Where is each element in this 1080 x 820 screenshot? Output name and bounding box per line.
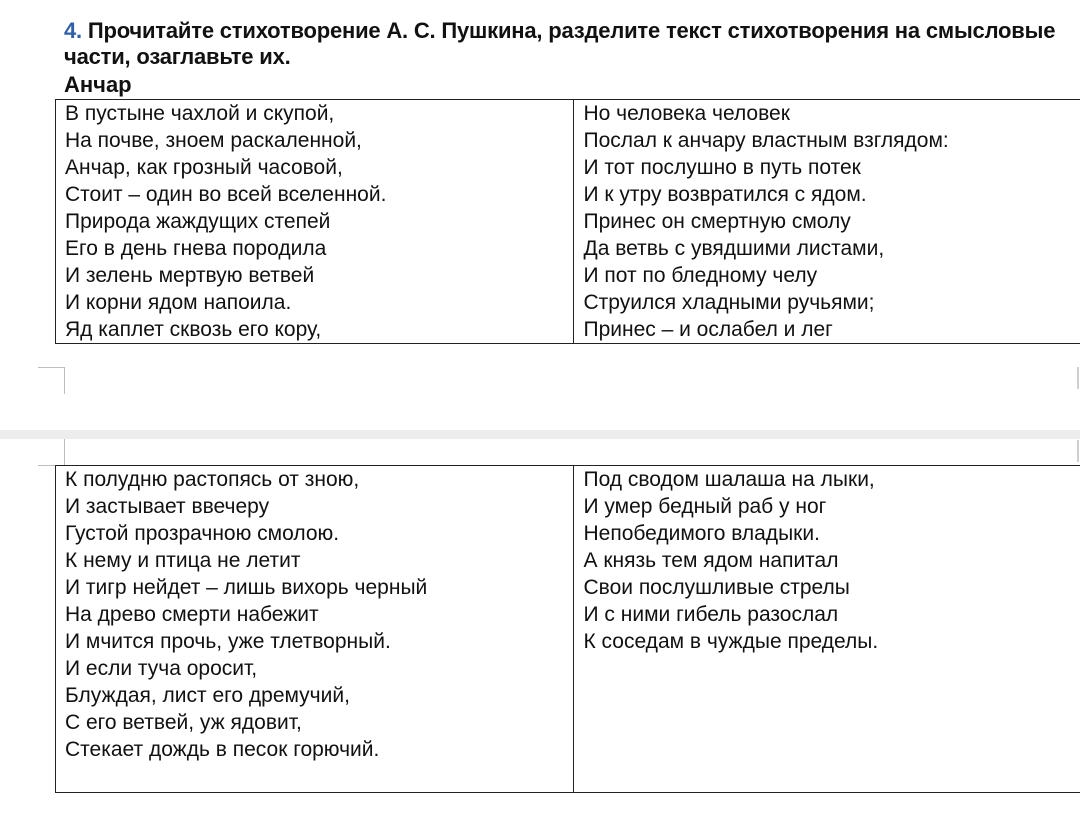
poem-line: Блуждая, лист его дремучий, bbox=[65, 684, 350, 707]
poem-line: И если туча оросит, bbox=[65, 657, 258, 680]
poem-line: Стоит – один во всей вселенной. bbox=[65, 183, 387, 206]
poem-line: Анчар, как грозный часовой, bbox=[65, 156, 343, 179]
poem-line: И с ними гибель разослал bbox=[583, 603, 839, 626]
page-break-gap bbox=[0, 430, 1080, 439]
poem-line: И тот послушно в путь потек bbox=[583, 156, 861, 179]
poem-line: В пустыне чахлой и скупой, bbox=[65, 102, 335, 125]
poem-line: Под сводом шалаша на лыки, bbox=[583, 468, 875, 491]
poem-line: И зелень мертвую ветвей bbox=[65, 264, 315, 287]
poem-line: И застывает ввечеру bbox=[65, 495, 270, 518]
poem-table-part-2 bbox=[55, 465, 1080, 793]
poem-line: Природа жаждущих степей bbox=[65, 210, 331, 233]
poem-line: А князь тем ядом напитал bbox=[583, 549, 839, 572]
poem-column-right bbox=[574, 466, 1080, 793]
poem-line: И тигр нейдет – лишь вихорь черный bbox=[65, 576, 428, 599]
table-row bbox=[56, 100, 1080, 344]
table-row bbox=[56, 466, 1080, 793]
poem-line: Свои послушливые стрелы bbox=[583, 576, 850, 599]
poem-line: Принес он смертную смолу bbox=[583, 210, 851, 233]
poem-line: Его в день гнева породила bbox=[65, 237, 327, 260]
poem-line: Густой прозрачною смолою. bbox=[65, 522, 340, 545]
poem-line: И к утру возвратился с ядом. bbox=[583, 183, 867, 206]
poem-line: К соседам в чуждые пределы. bbox=[583, 630, 879, 653]
poem-line: С его ветвей, уж ядовит, bbox=[65, 711, 302, 734]
poem-column-left bbox=[56, 100, 574, 344]
poem-column-right bbox=[574, 100, 1080, 344]
task-number: 4. bbox=[64, 18, 82, 43]
poem-line: И умер бедный раб у ног bbox=[583, 495, 827, 518]
poem-line: Непобедимого владыки. bbox=[583, 522, 820, 545]
poem-table-part-1 bbox=[55, 99, 1080, 344]
page-corner-mark bbox=[38, 367, 65, 394]
poem-line: И корни ядом напоила. bbox=[65, 291, 292, 314]
poem-line: К полудню растопясь от зною, bbox=[65, 468, 360, 491]
poem-line: Яд каплет сквозь его кору, bbox=[65, 318, 322, 341]
poem-line: На почве, зноем раскаленной, bbox=[65, 129, 362, 152]
poem-line: И мчится прочь, уже тлетворный. bbox=[65, 630, 391, 653]
poem-line: И пот по бледному челу bbox=[583, 264, 818, 287]
poem-line: Струился хладными ручьями; bbox=[583, 291, 875, 314]
page-edge-mark bbox=[1077, 367, 1079, 389]
poem-column-left bbox=[56, 466, 574, 793]
task-instruction bbox=[64, 18, 1064, 70]
poem-line: К нему и птица не летит bbox=[65, 549, 301, 572]
poem-title: Анчар bbox=[64, 72, 132, 97]
poem-line: Принес – и ослабел и лег bbox=[583, 318, 833, 341]
page-corner-mark bbox=[38, 439, 65, 466]
poem-line: На древо смерти набежит bbox=[65, 603, 319, 626]
poem-line: Стекает дождь в песок горючий. bbox=[65, 738, 380, 761]
poem-line: Послал к анчару властным взглядом: bbox=[583, 129, 949, 152]
task-text: Прочитайте стихотворение А. С. Пушкина, разделите текст стихотворения на смысловые части, озаглавьте их. bbox=[64, 18, 1056, 69]
poem-line: Но человека человек bbox=[583, 102, 790, 125]
poem-line: Да ветвь с увядшими листами, bbox=[583, 237, 885, 260]
page-edge-mark bbox=[1077, 440, 1079, 462]
